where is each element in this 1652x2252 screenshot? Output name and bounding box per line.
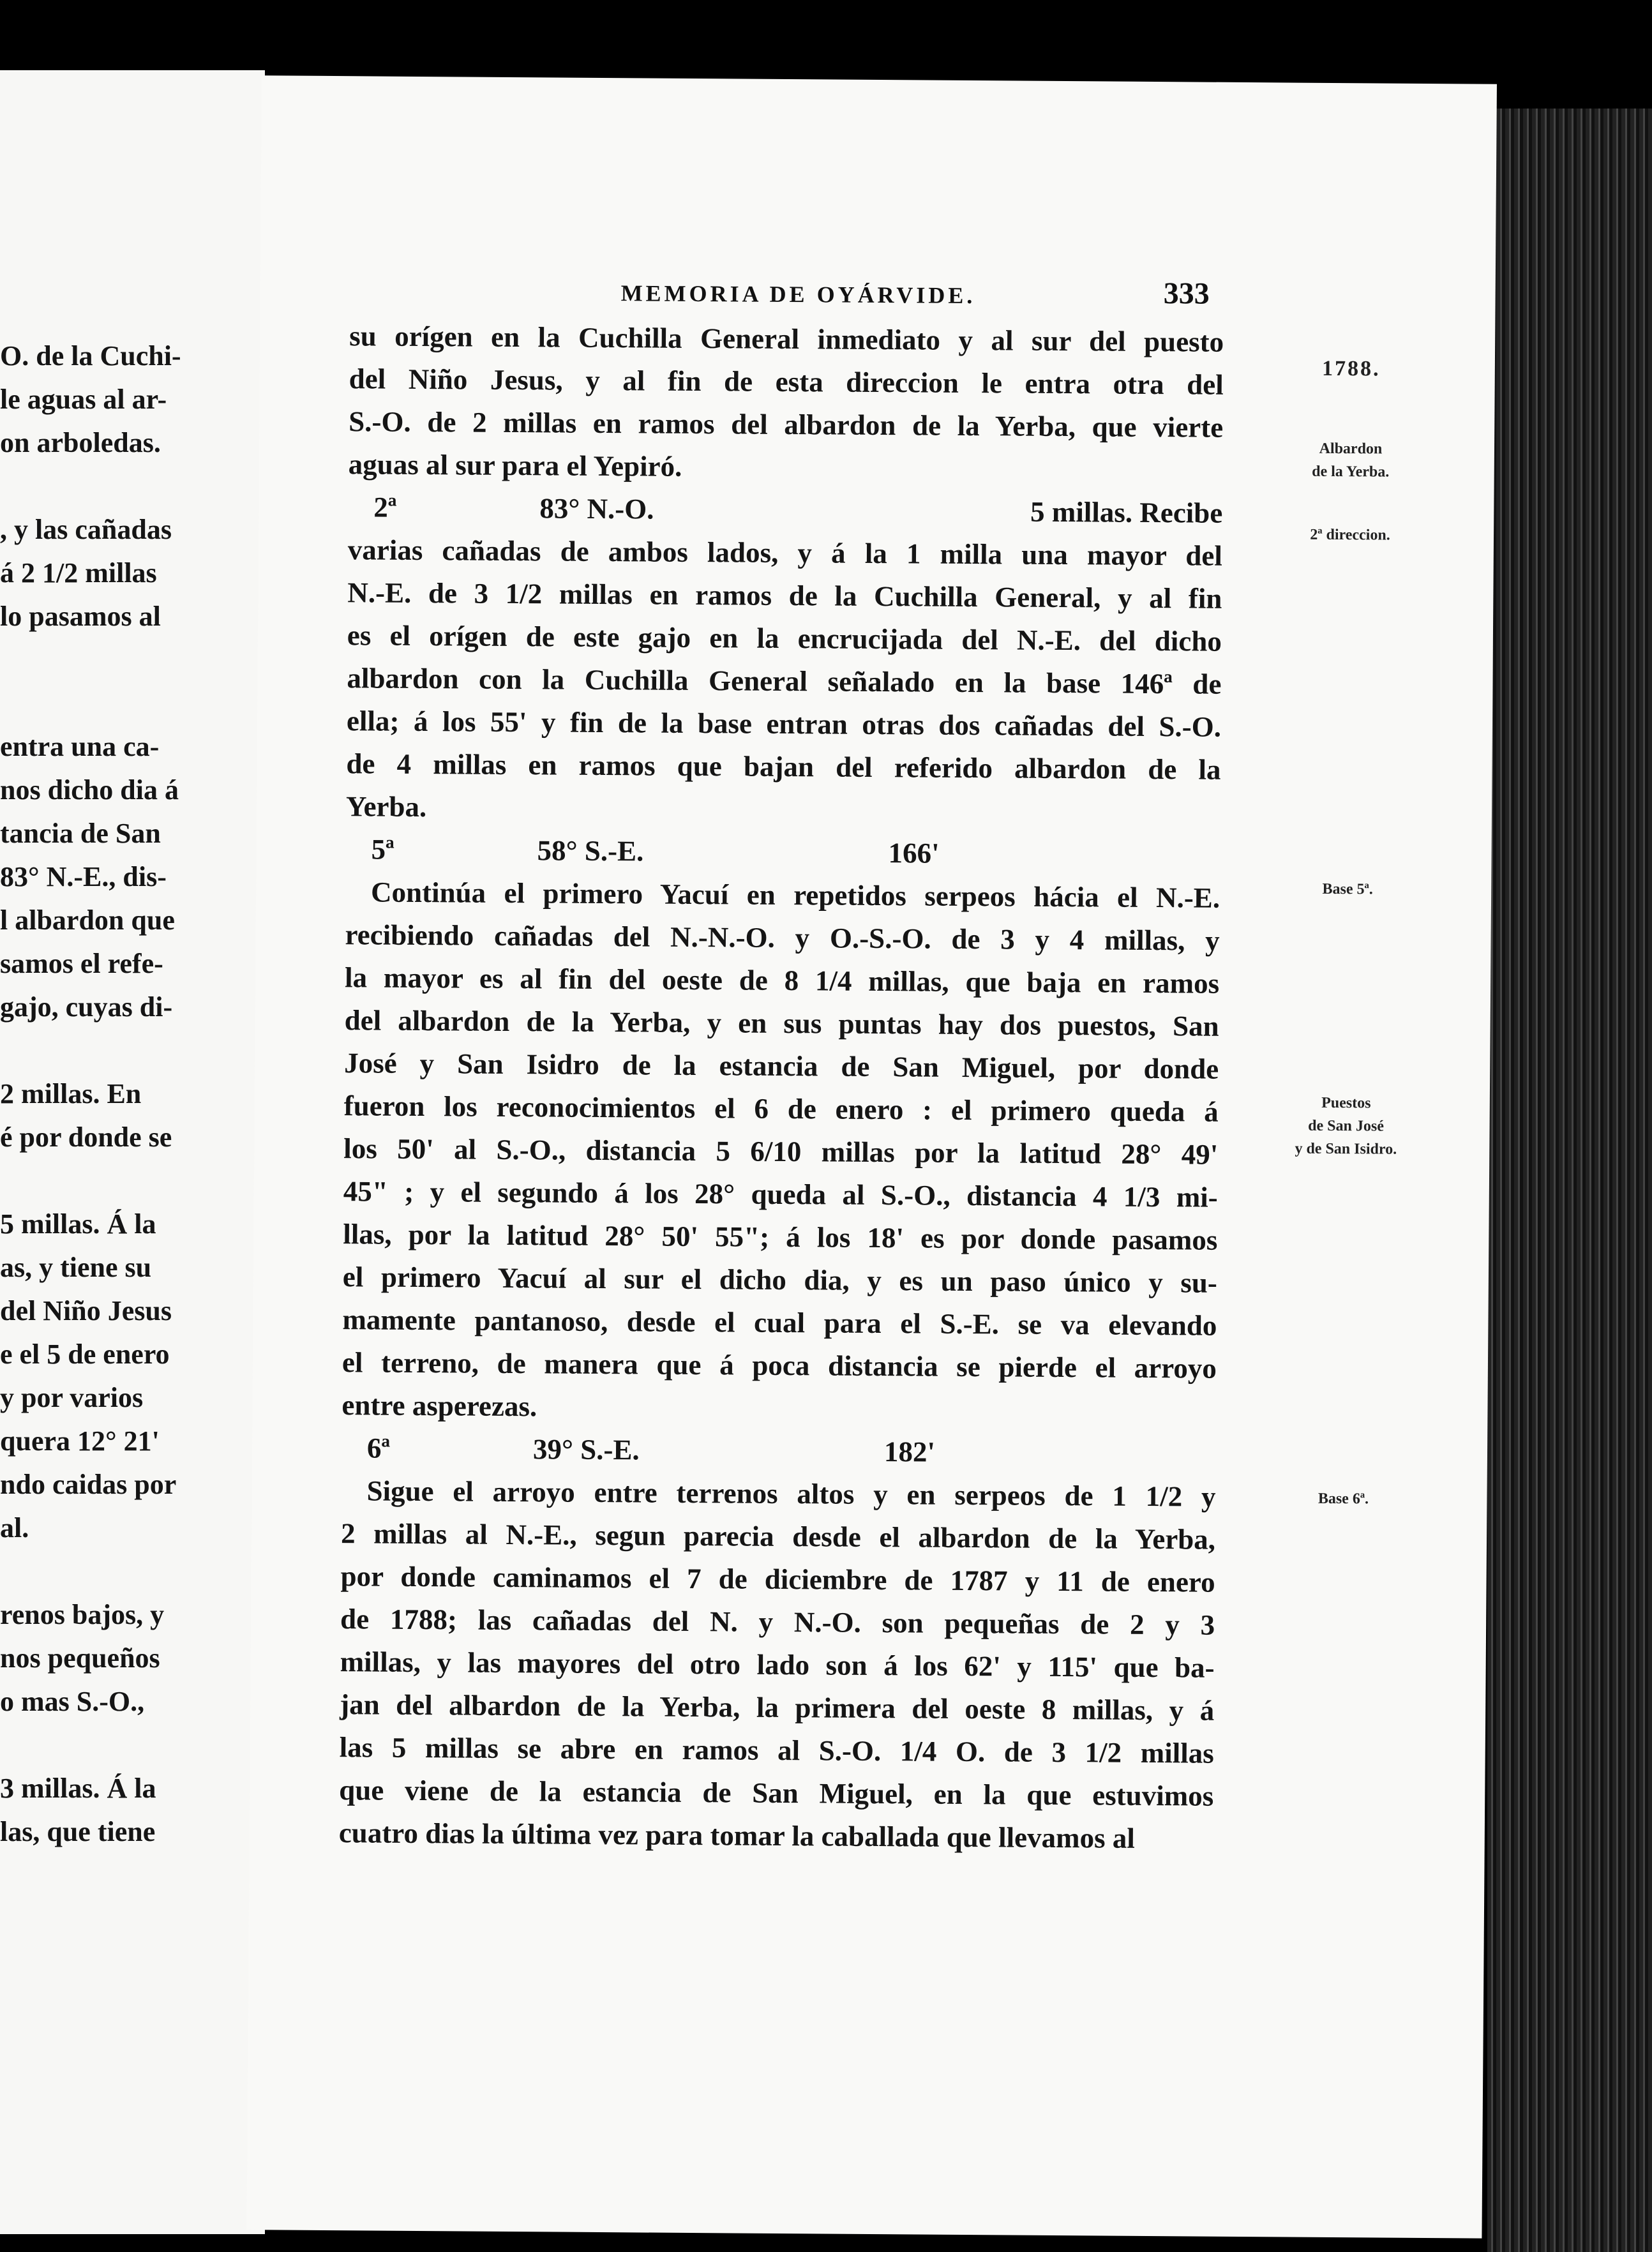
margin-albardon-line2: de la Yerba. xyxy=(1312,463,1390,481)
body-line: N.-E. de 3 1/2 millas en ramos de la Cuchilla General, y al fin xyxy=(347,576,1222,615)
left-page-line: on arboledas. xyxy=(0,427,161,458)
main-page xyxy=(246,75,1497,2238)
body-line: fueron los reconocimientos el 6 de enero : el primero queda á xyxy=(343,1090,1219,1128)
body-line: del Niño Jesus, y al fin de esta direccion le entra otra del xyxy=(349,363,1224,401)
left-page-line: lo pasamos al xyxy=(0,601,161,632)
base-6-heading-dist: 182' xyxy=(883,1436,936,1468)
body-line: la mayor es al fin del oeste de 8 1/4 millas, que baja en ramos xyxy=(344,961,1220,1000)
body-line: el terreno, de manera que á poca distancia se pierde el arroyo xyxy=(342,1346,1217,1385)
margin-note-puestos xyxy=(1263,1091,1429,1161)
body-line: mamente pantanoso, desde el cual para el S.-E. se va elevando xyxy=(342,1303,1217,1342)
body-line: 2 millas al N.-E., segun parecia desde el albardon de la Yerba, xyxy=(340,1517,1216,1556)
body-line: S.-O. de 2 millas en ramos del albardon de la Yerba, que vierte xyxy=(349,405,1224,444)
left-page-line: á 2 1/2 millas xyxy=(0,557,157,589)
left-page-line: entra una ca- xyxy=(0,731,160,762)
body-line: por donde caminamos el 7 de diciembre de 1787 y 11 de enero xyxy=(340,1560,1215,1598)
left-page-line: del Niño Jesus xyxy=(0,1295,172,1326)
body-line: José y San Isidro de la estancia de San Miguel, por donde xyxy=(344,1047,1219,1085)
left-page-line: quera 12° 21' xyxy=(0,1425,160,1457)
left-page-line: nos dicho dia á xyxy=(0,774,179,806)
base-5-heading-bearing: 58° S.-E. xyxy=(537,834,644,867)
base-6-heading-num: 6ª xyxy=(366,1432,391,1464)
margin-albardon-line1: Albardon xyxy=(1319,440,1383,458)
left-page-line: as, y tiene su xyxy=(0,1252,152,1283)
left-page-line: le aguas al ar- xyxy=(0,384,167,415)
margin-puestos-line1: Puestos xyxy=(1321,1094,1371,1112)
page-number: 333 xyxy=(1163,276,1210,311)
left-page-line: 5 millas. Á la xyxy=(0,1208,156,1240)
body-line: su orígen en la Cuchilla General inmediato y al sur del puesto xyxy=(349,320,1224,358)
left-page-line: 3 millas. Á la xyxy=(0,1773,156,1804)
body-line: cuatro dias la última vez para tomar la caballada que llevamos al xyxy=(338,1817,1136,1854)
left-page-line: y por varios xyxy=(0,1382,144,1413)
body-line: llas, por la latitud 28° 50' 55"; á los 18' es por donde pasamos xyxy=(343,1218,1218,1256)
body-line: de 1788; las cañadas del N. y N.-O. son pequeñas de 2 y 3 xyxy=(340,1603,1215,1641)
body-line: de 4 millas en ramos que bajan del referido albardon de la xyxy=(346,747,1221,786)
body-line: del albardon de la Yerba, y en sus puntas hay dos puestos, San xyxy=(344,1004,1219,1042)
left-page-line: e el 5 de enero xyxy=(0,1339,170,1370)
left-page-fragment xyxy=(0,70,265,2234)
base-6-heading-bearing: 39° S.-E. xyxy=(532,1433,640,1466)
body-line: los 50' al S.-O., distancia 5 6/10 millas por la latitud 28° 49' xyxy=(343,1132,1219,1171)
left-page-line: , y las cañadas xyxy=(0,514,172,545)
base-5-heading-num: 5ª xyxy=(371,833,394,866)
body-line: las 5 millas se abre en ramos al S.-O. 1/4 O. de 3 1/2 millas xyxy=(339,1731,1214,1769)
left-page-line: al. xyxy=(0,1512,29,1543)
body-line: jan del albardon de la Yerba, la primera del oeste 8 millas, y á xyxy=(340,1688,1215,1727)
body-line: Continúa el primero Yacuí en repetidos serpeos hácia el N.-E. xyxy=(370,876,1220,914)
left-page-line: O. de la Cuchi- xyxy=(0,340,181,372)
direction-2-heading-bearing: 83° N.-O. xyxy=(539,492,654,525)
base-5-heading-dist: 166' xyxy=(888,837,940,869)
body-line: varias cañadas de ambos lados, y á la 1 milla una mayor del xyxy=(347,534,1222,572)
body-line: millas, y las mayores del otro lado son á los 62' y 115' que ba- xyxy=(340,1646,1215,1684)
margin-note-albardon xyxy=(1268,437,1434,484)
left-page-line: samos el refe- xyxy=(0,948,163,979)
running-title: MEMORIA DE OYÁRVIDE. xyxy=(620,280,976,309)
margin-base5: Base 5ª. xyxy=(1322,880,1373,898)
margin-puestos-line3: y de San Isidro. xyxy=(1295,1140,1397,1158)
margin-puestos-line2: de San José xyxy=(1308,1117,1385,1135)
margin-direccion: 2ª direccion. xyxy=(1310,526,1390,544)
body-line: aguas al sur para el Yepiró. xyxy=(348,448,682,483)
direction-2-heading-dist: 5 millas. Recibe xyxy=(1030,495,1223,529)
left-page-line: é por donde se xyxy=(0,1122,172,1153)
body-line: Sigue el arroyo entre terrenos altos y en serpeos de 1 1/2 y xyxy=(366,1475,1216,1513)
body-line: Yerba. xyxy=(345,790,427,823)
body-line: entre asperezas. xyxy=(342,1389,537,1423)
body-line: 45" ; y el segundo á los 28° queda al S.-O., distancia 4 1/3 mi- xyxy=(343,1175,1218,1213)
book-edge xyxy=(1487,109,1652,2252)
margin-year: 1788. xyxy=(1321,356,1381,381)
body-line: albardon con la Cuchilla General señalado en la base 146ª de xyxy=(347,662,1222,700)
body-line: el primero Yacuí al sur el dicho dia, y es un paso único y su- xyxy=(342,1261,1218,1299)
left-page-line: 83° N.-E., dis- xyxy=(0,861,167,892)
left-page-line: renos bajos, y xyxy=(0,1599,165,1630)
left-page-line: gajo, cuyas di- xyxy=(0,991,173,1023)
left-page-line: ndo caidas por xyxy=(0,1469,177,1500)
left-page-line: nos pequeños xyxy=(0,1642,160,1674)
left-page-line: 2 millas. En xyxy=(0,1078,142,1109)
direction-2-heading-num: 2ª xyxy=(373,491,397,523)
running-header xyxy=(260,276,1496,311)
body-line: recibiendo cañadas del N.-N.-O. y O.-S.-O. de 3 y 4 millas, y xyxy=(345,919,1220,957)
body-line: que viene de la estancia de San Miguel, en la que estuvimos xyxy=(339,1774,1214,1812)
margin-base6: Base 6ª. xyxy=(1318,1490,1369,1508)
body-line: es el orígen de este gajo en la encrucijada del N.-E. del dicho xyxy=(347,619,1222,657)
left-page-line: tancia de San xyxy=(0,818,161,849)
body-line: ella; á los 55' y fin de la base entran otras dos cañadas del S.-O. xyxy=(346,705,1222,743)
left-page-line: las, que tiene xyxy=(0,1816,156,1847)
left-page-line: o mas S.-O., xyxy=(0,1686,145,1717)
left-page-line: l albardon que xyxy=(0,905,175,936)
